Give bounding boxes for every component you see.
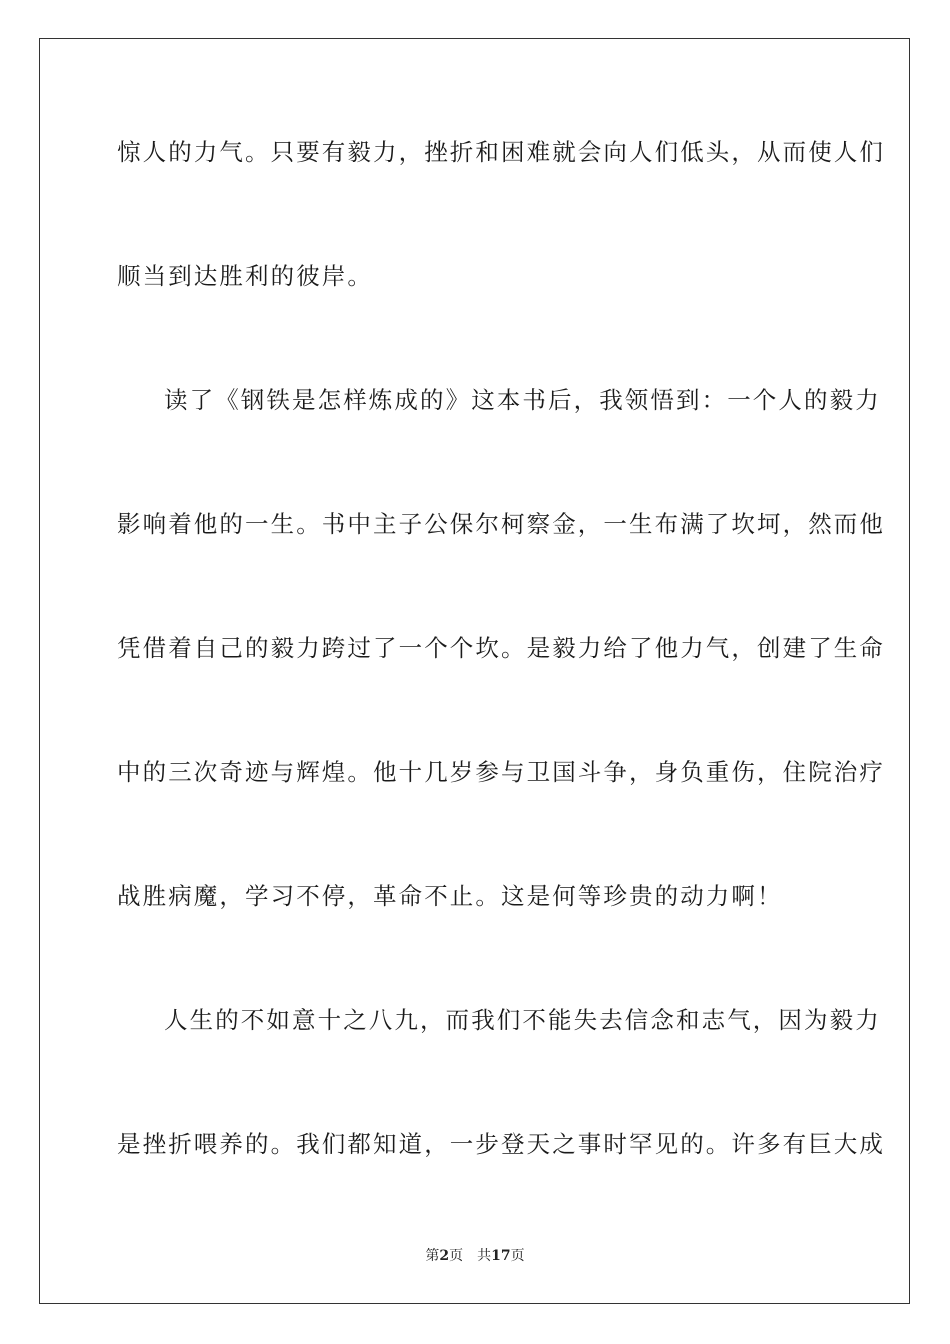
text-line-4: 影响着他的一生。书中主子公保尔柯察金，一生布满了坎坷，然而他 <box>117 510 885 538</box>
text-line-2: 顺当到达胜利的彼岸。 <box>117 262 373 290</box>
page-prefix: 第 <box>425 1248 440 1264</box>
text-line-5: 凭借着自己的毅力跨过了一个个坎。是毅力给了他力气，创建了生命 <box>117 634 885 662</box>
total-suffix: 页 <box>510 1248 525 1264</box>
current-page-number: 2 <box>439 1248 450 1264</box>
page-footer <box>0 1246 950 1266</box>
paragraph-start-line-8: 人生的不如意十之八九，而我们不能失去信念和志气，因为毅力 <box>164 1006 881 1034</box>
paragraph-start-line-3: 读了《钢铁是怎样炼成的》这本书后，我领悟到：一个人的毅力 <box>164 386 881 414</box>
text-line-1: 惊人的力气。只要有毅力，挫折和困难就会向人们低头，从而使人们 <box>117 138 885 166</box>
text-line-7: 战胜病魔，学习不停，革命不止。这是何等珍贵的动力啊！ <box>117 882 783 910</box>
total-prefix: 共 <box>477 1248 492 1264</box>
text-line-6: 中的三次奇迹与辉煌。他十几岁参与卫国斗争，身负重伤，住院治疗 <box>117 758 885 786</box>
page-suffix: 页 <box>449 1248 464 1264</box>
total-page-count: 17 <box>491 1248 511 1264</box>
text-line-9: 是挫折喂养的。我们都知道，一步登天之事时罕见的。许多有巨大成 <box>117 1130 885 1158</box>
page-border <box>39 38 910 1304</box>
